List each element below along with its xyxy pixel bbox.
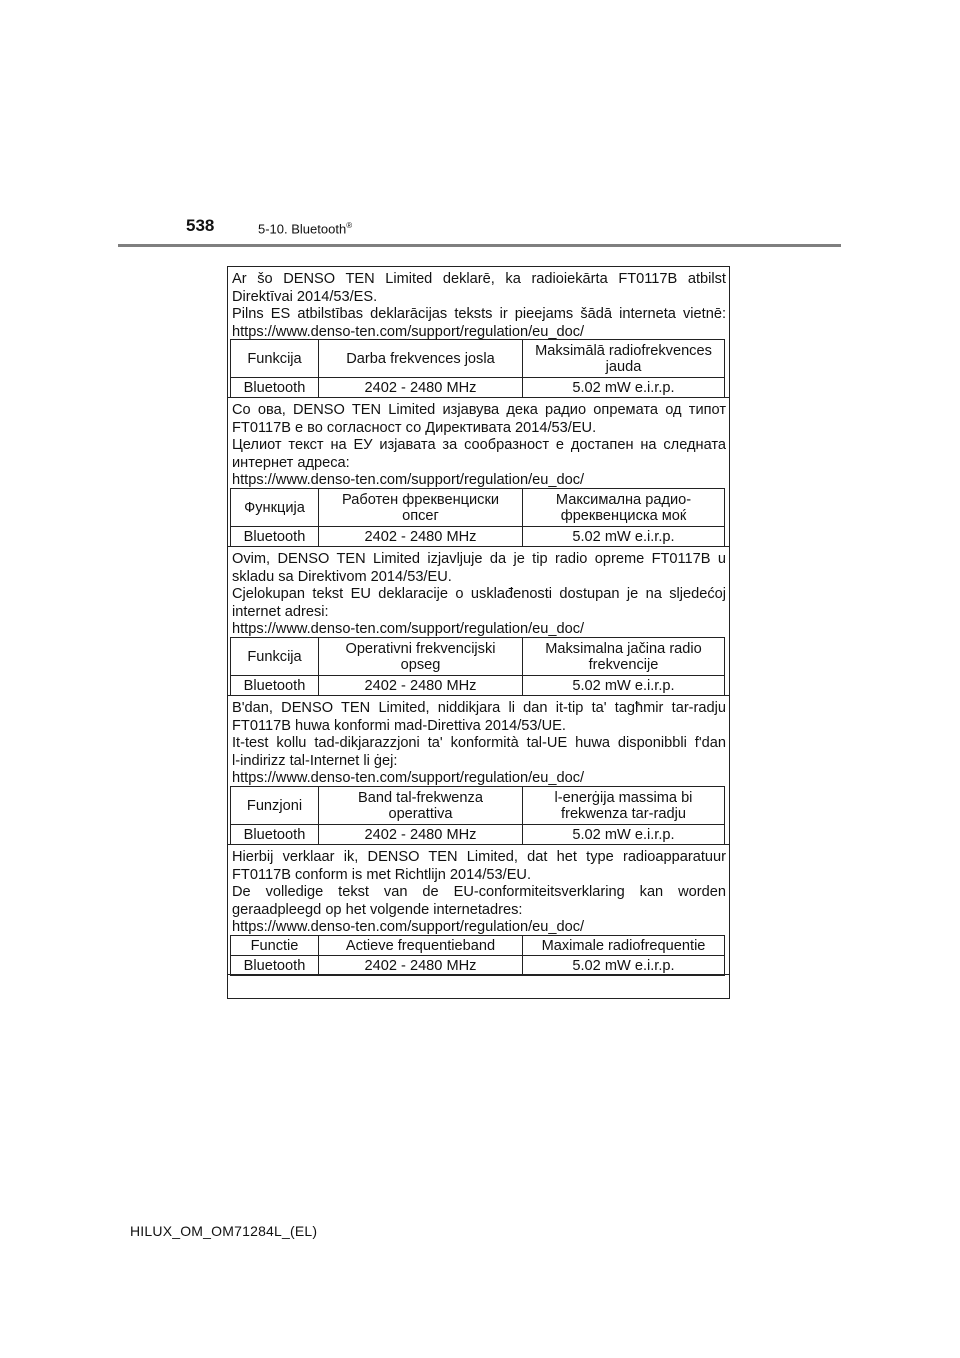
table-header-cell: l-enerġija massima bi frekwenza tar-radju <box>523 787 725 825</box>
table-header-row <box>231 787 725 825</box>
declaration-line: Целиот текст на ЕУ изјавата за сообразност е достапен на следната <box>232 437 726 454</box>
registered-mark: ® <box>346 221 353 230</box>
table-cell: 2402 - 2480 MHz <box>319 676 523 696</box>
table-header-cell: Maksimalna jačina radio frekvencije <box>523 638 725 676</box>
declaration-url[interactable]: https://www.denso-ten.com/support/regulation/eu_doc/ <box>232 770 585 787</box>
declaration-line: FT0117B е во согласност со Директивата 2014/53/EU. <box>232 419 597 436</box>
declaration-block-mk <box>228 398 729 547</box>
spec-table <box>230 339 725 398</box>
table-cell: 5.02 mW e.i.r.p. <box>523 825 725 845</box>
declaration-line: Hierbij verklaar ik, DENSO TEN Limited, dat het type radioapparatuur <box>232 849 726 865</box>
table-header-row <box>231 489 725 527</box>
declaration-line: Direktīvai 2014/53/ES. <box>232 288 378 305</box>
table-header-cell: Funkcija <box>231 638 319 676</box>
table-header-cell: Actieve frequentieband <box>319 936 523 956</box>
section-title-text: 5-10. Bluetooth <box>258 221 347 237</box>
table-row <box>231 956 725 976</box>
table-header-row <box>231 638 725 676</box>
table-row <box>231 527 725 547</box>
declaration-block-nl <box>228 845 729 975</box>
table-header-cell: Darba frekvences josla <box>319 340 523 378</box>
spec-table <box>230 935 725 976</box>
declaration-line: B'dan, DENSO TEN Limited, niddikjara li dan it-tip ta' tagħmir tar-radju <box>232 700 726 716</box>
declaration-line: l-indirizz tal-Internet li ġej: <box>232 752 398 769</box>
table-header-cell: Работен фреквенциски опсег <box>319 489 523 527</box>
table-cell: Bluetooth <box>231 527 319 547</box>
declaration-line: De volledige tekst van de EU-conformiteitsverklaring kan worden <box>232 884 726 901</box>
table-cell: 5.02 mW e.i.r.p. <box>523 676 725 696</box>
table-cell: 5.02 mW e.i.r.p. <box>523 378 725 398</box>
table-cell: 2402 - 2480 MHz <box>319 956 523 976</box>
table-cell: 2402 - 2480 MHz <box>319 825 523 845</box>
declaration-url[interactable]: https://www.denso-ten.com/support/regulation/eu_doc/ <box>232 919 585 936</box>
declaration-url[interactable]: https://www.denso-ten.com/support/regulation/eu_doc/ <box>232 621 585 638</box>
table-header-cell: Functie <box>231 936 319 956</box>
table-cell: Bluetooth <box>231 825 319 845</box>
table-header-cell: Maksimālā radiofrekvences jauda <box>523 340 725 378</box>
declaration-line: Со ова, DENSO TEN Limited изјавува дека радио опремата од типот <box>232 402 726 418</box>
table-header-row <box>231 936 725 956</box>
declaration-line: skladu sa Direktivom 2014/53/EU. <box>232 568 452 585</box>
table-cell: Bluetooth <box>231 956 319 976</box>
declaration-line: Pilns ES atbilstības deklarācijas teksts ir pieejams šādā interneta vietnē: <box>232 306 726 323</box>
declaration-sheet <box>227 266 730 999</box>
declaration-line: интернет адреса: <box>232 454 350 471</box>
declaration-block-lv <box>228 267 729 398</box>
declaration-line: geraadpleegd op het volgende internetadres: <box>232 901 523 918</box>
page-number: 538 <box>186 216 215 235</box>
table-cell: 2402 - 2480 MHz <box>319 527 523 547</box>
table-header-cell: Maximale radiofrequentie <box>523 936 725 956</box>
declaration-line: FT0117B huwa konformi mad-Direttiva 2014/53/UE. <box>232 717 566 734</box>
table-header-cell: Operativni frekvencijski opseg <box>319 638 523 676</box>
table-header-cell: Максимална радио-фреквенциска моќ <box>523 489 725 527</box>
declaration-url[interactable]: https://www.denso-ten.com/support/regulation/eu_doc/ <box>232 472 585 489</box>
table-cell: Bluetooth <box>231 378 319 398</box>
table-header-cell: Funkcija <box>231 340 319 378</box>
declaration-line: Cjelokupan tekst EU deklaracije o usklađenosti dostupan je na sljedećoj <box>232 586 726 603</box>
declaration-line: internet adresi: <box>232 603 329 620</box>
declaration-block-bs <box>228 547 729 696</box>
table-row <box>231 378 725 398</box>
table-header-row <box>231 340 725 378</box>
declaration-block-mt <box>228 696 729 845</box>
declaration-url[interactable]: https://www.denso-ten.com/support/regulation/eu_doc/ <box>232 323 585 340</box>
table-row <box>231 825 725 845</box>
table-cell: 2402 - 2480 MHz <box>319 378 523 398</box>
document-code: HILUX_OM_OM71284L_(EL) <box>130 1223 318 1239</box>
table-cell: 5.02 mW e.i.r.p. <box>523 527 725 547</box>
spec-table <box>230 786 725 845</box>
header-rule <box>118 244 841 247</box>
table-header-cell: Band tal-frekwenza operattiva <box>319 787 523 825</box>
declaration-line: Ar šo DENSO TEN Limited deklarē, ka radioiekārta FT0117B atbilst <box>232 271 726 287</box>
section-title <box>258 221 352 236</box>
declaration-line: FT0117B conform is met Richtlijn 2014/53/EU. <box>232 866 532 883</box>
declaration-line: It-test kollu tad-dikjarazzjoni ta' konformità tal-UE huwa disponibbli f'dan <box>232 735 726 752</box>
table-header-cell: Funzjoni <box>231 787 319 825</box>
table-cell: 5.02 mW e.i.r.p. <box>523 956 725 976</box>
table-row <box>231 676 725 696</box>
table-header-cell: Функција <box>231 489 319 527</box>
spec-table <box>230 488 725 547</box>
table-cell: Bluetooth <box>231 676 319 696</box>
declaration-line: Ovim, DENSO TEN Limited izjavljuje da je tip radio opreme FT0117B u <box>232 551 726 567</box>
spec-table <box>230 637 725 696</box>
